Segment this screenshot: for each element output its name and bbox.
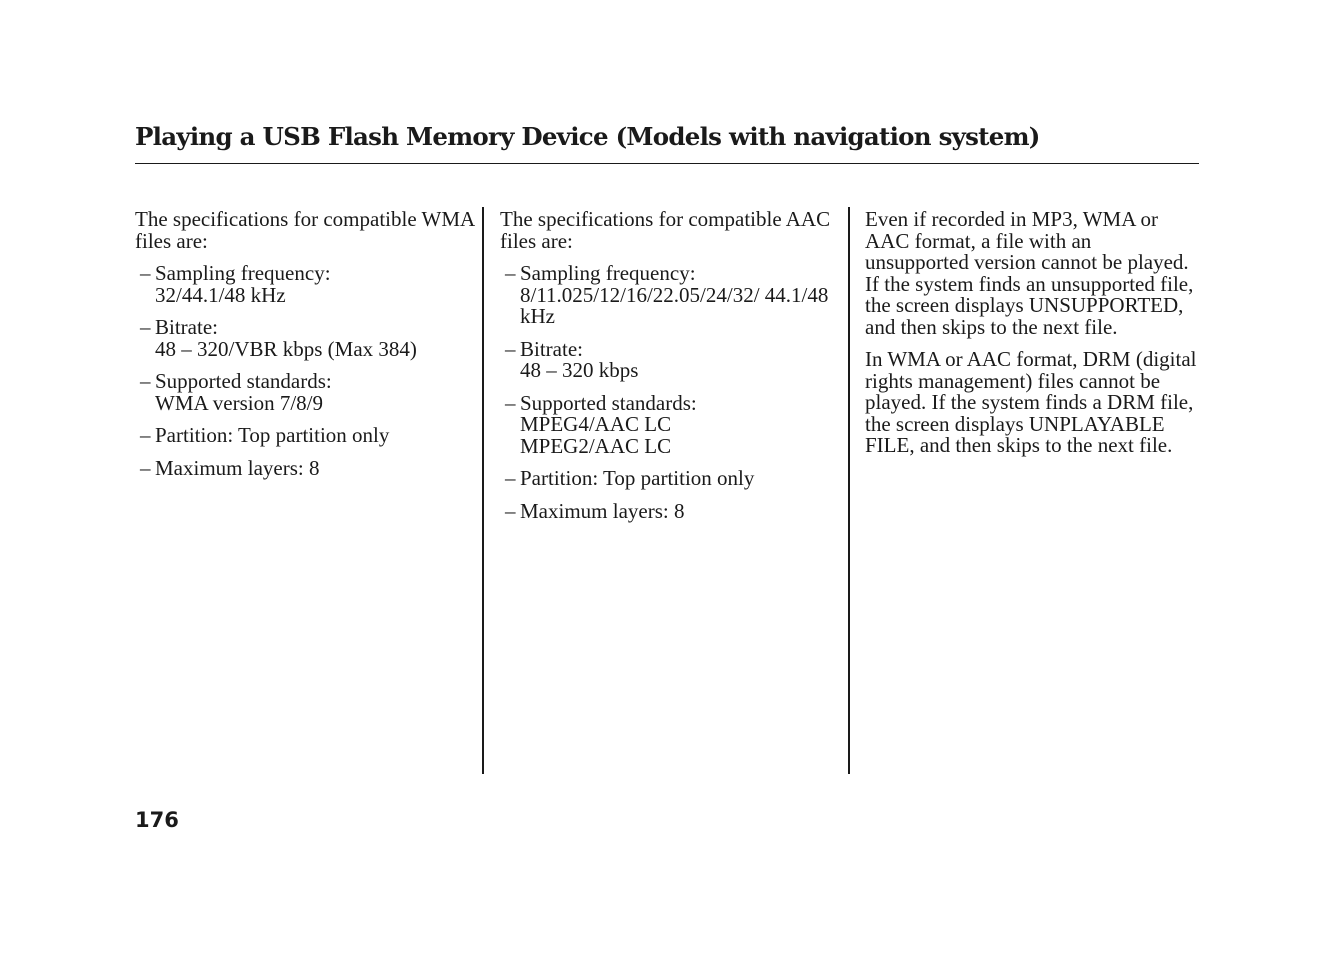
- aac-spec-column: [500, 209, 840, 533]
- spec-label: Maximum layers: 8: [520, 498, 685, 523]
- spec-value: MPEG4/AAC LC: [520, 412, 672, 436]
- dash-bullet: –: [140, 423, 151, 447]
- dash-bullet: –: [505, 466, 516, 490]
- drm-paragraph: In WMA or AAC format, DRM (digital rights management) files cannot be played. If the system finds a DRM file, the screen displays UNPLAYABLE FILE, and then skips to the next file.: [865, 347, 1197, 457]
- list-item: [135, 317, 475, 360]
- spec-label: Bitrate:: [520, 336, 583, 361]
- wma-spec-list: [135, 263, 475, 479]
- spec-label: Supported standards:: [520, 390, 697, 415]
- dash-bullet: –: [140, 261, 151, 285]
- spec-label: Sampling frequency:: [520, 261, 696, 285]
- spec-value: 48 – 320/VBR kbps (Max 384): [155, 336, 417, 361]
- list-item: [500, 390, 840, 458]
- spec-label: Bitrate:: [155, 315, 218, 339]
- page-title: Playing a USB Flash Memory Device (Models with navigation system): [135, 122, 1040, 151]
- dash-bullet: –: [140, 315, 151, 339]
- unsupported-paragraph: Even if recorded in MP3, WMA or AAC format, a file with an unsupported version cannot be played. If the system finds an unsupported file, the screen displays UNSUPPORTED, and then skips to the next file.: [865, 207, 1194, 339]
- spec-label: Supported standards:: [155, 369, 332, 393]
- spec-label: Sampling frequency:: [155, 261, 331, 285]
- list-item: [135, 371, 475, 414]
- dash-bullet: –: [505, 498, 516, 523]
- spec-value: 48 – 320 kbps: [520, 358, 639, 382]
- dash-bullet: –: [505, 390, 516, 415]
- aac-spec-list: [500, 263, 840, 522]
- wma-spec-column: [135, 209, 475, 490]
- dash-bullet: –: [140, 369, 151, 393]
- list-item: [500, 468, 840, 490]
- spec-label: Maximum layers: 8: [155, 455, 320, 480]
- dash-bullet: –: [140, 455, 151, 480]
- spec-label: Partition: Top partition only: [520, 466, 755, 490]
- dash-bullet: –: [505, 261, 516, 285]
- dash-bullet: –: [505, 336, 516, 361]
- unsupported-files-column: [865, 209, 1199, 468]
- list-item: [135, 425, 475, 447]
- page-number: 176: [135, 808, 179, 832]
- list-item: [500, 336, 840, 382]
- list-item: [500, 263, 840, 328]
- spec-value: MPEG2/AAC LC: [520, 433, 672, 458]
- title-rule: [135, 163, 1199, 164]
- aac-intro: The specifications for compatible AAC files are:: [500, 207, 831, 253]
- list-item: [135, 455, 475, 480]
- column-divider: [848, 207, 850, 774]
- list-item: [500, 498, 840, 523]
- spec-value: 32/44.1/48 kHz: [155, 282, 286, 307]
- spec-label: Partition: Top partition only: [155, 423, 390, 447]
- column-divider: [482, 207, 484, 774]
- spec-value: WMA version 7/8/9: [155, 390, 323, 415]
- spec-value: 8/11.025/12/16/22.05/24/32/ 44.1/48 kHz: [520, 282, 829, 328]
- list-item: [135, 263, 475, 306]
- wma-intro: The specifications for compatible WMA files are:: [135, 207, 475, 253]
